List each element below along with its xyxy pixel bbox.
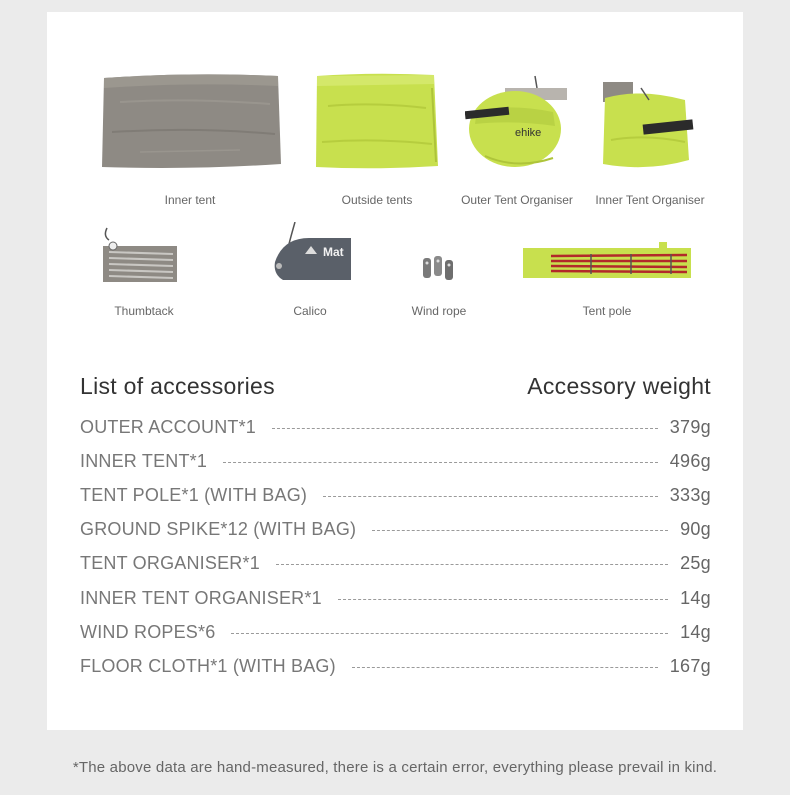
accessory-row xyxy=(80,517,711,541)
sack-brand-text: ehike xyxy=(515,127,542,139)
product-caption: Thumbtack xyxy=(114,304,174,318)
product-caption: Wind rope xyxy=(411,304,467,318)
accessory-name: OUTER ACCOUNT*1 xyxy=(80,416,257,437)
accessory-weight-heading: Accessory weight xyxy=(527,373,711,399)
measurement-disclaimer: *The above data are hand-measured, there is a certain error, everything please prevail in kind. xyxy=(72,759,718,776)
dotted-leader xyxy=(276,564,668,565)
accessory-name: GROUND SPIKE*12 (WITH BAG) xyxy=(80,518,357,539)
accessories-card xyxy=(47,12,743,730)
folded-grey-tent-image xyxy=(100,72,282,170)
accessory-weight: 333g xyxy=(669,484,711,505)
dotted-leader xyxy=(223,462,658,463)
mat-label-text: Mat xyxy=(323,245,344,259)
accessory-name: INNER TENT*1 xyxy=(80,450,208,471)
accessory-row xyxy=(80,415,711,439)
product-caption: Calico xyxy=(293,304,327,318)
accessory-weight: 167g xyxy=(669,655,711,676)
dotted-leader xyxy=(231,633,668,634)
product-thumbtack xyxy=(91,222,197,322)
accessory-name: TENT ORGANISER*1 xyxy=(80,552,260,573)
stake-bag-image xyxy=(99,226,179,286)
product-outer-tent-organiser xyxy=(451,70,583,207)
product-caption: Tent pole xyxy=(582,304,632,318)
product-outside-tents xyxy=(307,70,447,207)
accessory-weight: 90g xyxy=(680,518,711,539)
accessory-weight: 496g xyxy=(669,450,711,471)
accessory-weight: 25g xyxy=(680,552,711,573)
product-inner-tent xyxy=(95,70,285,207)
accessory-name: WIND ROPES*6 xyxy=(80,621,216,642)
rope-tensioner-image xyxy=(421,254,457,282)
pole-bag-image xyxy=(521,242,693,282)
mat-bag-image xyxy=(265,222,357,284)
product-tent-pole xyxy=(517,222,697,322)
accessory-name: TENT POLE*1 (WITH BAG) xyxy=(80,484,308,505)
folded-green-fly-image xyxy=(314,72,440,170)
dotted-leader xyxy=(372,530,668,531)
accessory-weight: 14g xyxy=(680,621,711,642)
accessory-row xyxy=(80,551,711,575)
green-stuff-sack-image xyxy=(465,74,575,174)
accessory-weight: 379g xyxy=(669,416,711,437)
dotted-leader xyxy=(272,428,658,429)
dotted-leader xyxy=(338,599,668,600)
accessory-row xyxy=(80,483,711,507)
product-inner-tent-organiser xyxy=(585,70,715,207)
dotted-leader xyxy=(323,496,658,497)
small-green-sack-image xyxy=(601,80,697,172)
dotted-leader xyxy=(352,667,658,668)
accessory-row xyxy=(80,620,711,644)
product-caption: Inner Tent Organiser xyxy=(595,193,705,207)
product-caption: Inner tent xyxy=(164,193,216,207)
accessory-name: INNER TENT ORGANISER*1 xyxy=(80,587,322,608)
accessory-weight: 14g xyxy=(680,587,711,608)
product-caption: Outside tents xyxy=(341,193,413,207)
accessory-row xyxy=(80,449,711,473)
product-wind-rope xyxy=(393,222,485,322)
accessory-row xyxy=(80,654,711,678)
accessory-row xyxy=(80,586,711,610)
accessory-name: FLOOR CLOTH*1 (WITH BAG) xyxy=(80,655,336,676)
product-calico xyxy=(259,222,361,322)
product-caption: Outer Tent Organiser xyxy=(461,193,573,207)
accessory-list-heading: List of accessories xyxy=(80,373,275,399)
